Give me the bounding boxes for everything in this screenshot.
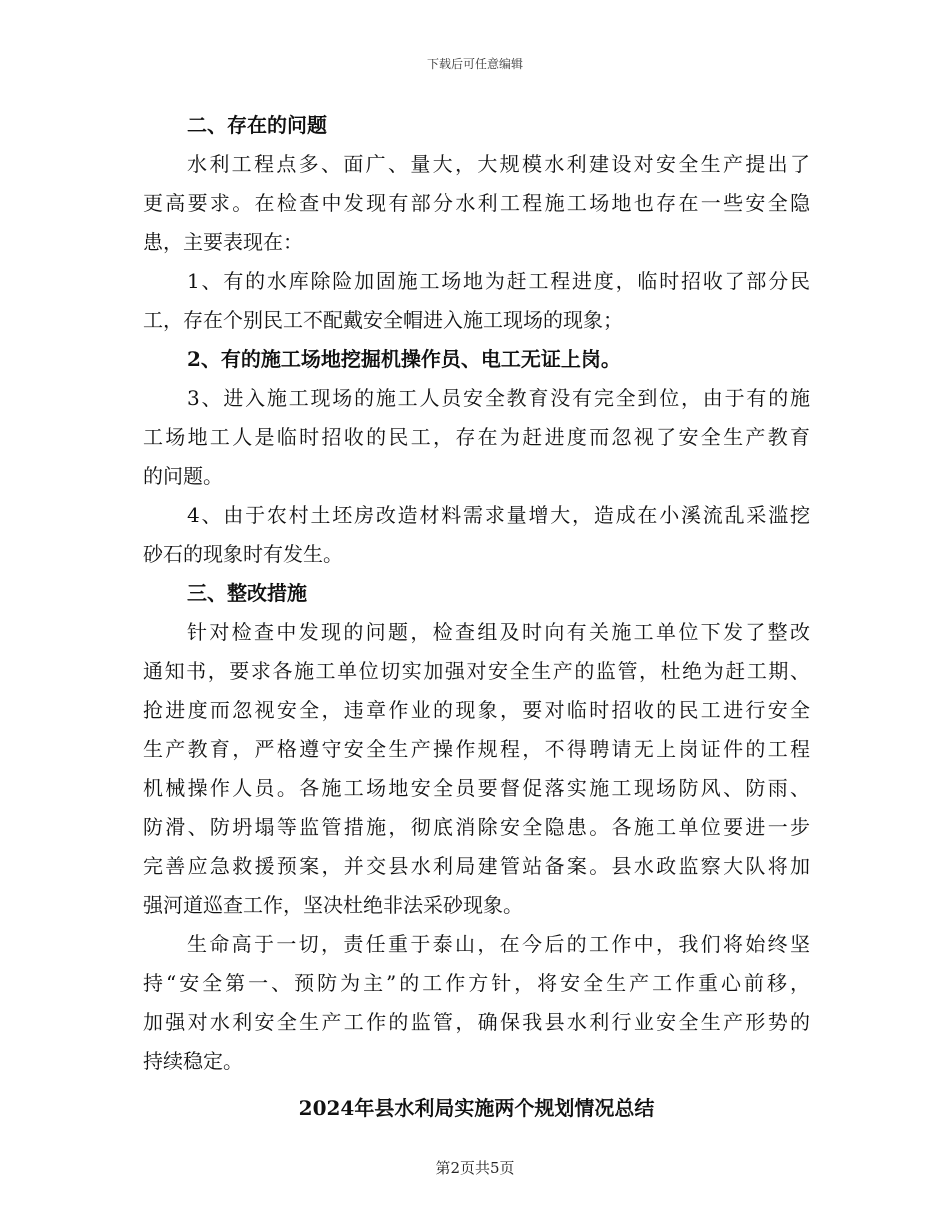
list-item-1-line: 1、有的水库除险加固施工场地为赶工程进度，临时招收了部分民 (187, 269, 810, 293)
paragraph-line: 持“安全第一、预防为主”的工作方针，将安全生产工作重心前移， (143, 971, 810, 995)
paragraph-line: 机械操作人员。各施工场地安全员要督促落实施工现场防风、防雨、 (143, 776, 810, 800)
list-item-4-line: 砂石的现象时有发生。 (143, 542, 343, 566)
paragraph-line: 针对检查中发现的问题，检查组及时向有关施工单位下发了整改 (187, 620, 810, 644)
list-item-2: 2、有的施工场地挖掘机操作员、电工无证上岗。 (187, 347, 621, 371)
paragraph-line: 防滑、防坍塌等监管措施，彻底消除安全隐患。各施工单位要进一步 (143, 815, 810, 839)
list-item-1-line: 工，存在个别民工不配戴安全帽进入施工现场的现象； (143, 308, 623, 332)
list-item-3-line: 3、进入施工现场的施工人员安全教育没有完全到位，由于有的施 (187, 386, 810, 410)
list-item-3-line: 的问题。 (143, 464, 223, 488)
paragraph-line: 完善应急救援预案，并交县水利局建管站备案。县水政监察大队将加 (143, 854, 810, 878)
paragraph-line: 持续稳定。 (143, 1049, 243, 1073)
next-document-title: 2024年县水利局实施两个规划情况总结 (298, 1096, 655, 1120)
paragraph-line: 更高要求。在检查中发现有部分水利工程施工场地也存在一些安全隐 (143, 191, 810, 215)
paragraph-line: 加强对水利安全生产工作的监管，确保我县水利行业安全生产形势的 (143, 1010, 810, 1034)
paragraph-line: 生产教育，严格遵守安全生产操作规程，不得聘请无上岗证件的工程 (143, 737, 810, 761)
paragraph-line: 抢进度而忽视安全，违章作业的现象，要对临时招收的民工进行安全 (143, 698, 810, 722)
paragraph-line: 水利工程点多、面广、量大，大规模水利建设对安全生产提出了 (187, 152, 810, 176)
paragraph-line: 生命高于一切，责任重于泰山，在今后的工作中，我们将始终坚 (187, 932, 810, 956)
page-header-note: 下载后可任意编辑 (426, 57, 523, 71)
document-body (143, 106, 810, 1128)
list-item-3-line: 工场地工人是临时招收的民工，存在为赶进度而忽视了安全生产教育 (143, 425, 810, 449)
paragraph-line: 通知书，要求各施工单位切实加强对安全生产的监管，杜绝为赶工期、 (143, 659, 810, 683)
paragraph-line: 强河道巡查工作，坚决杜绝非法采砂现象。 (143, 893, 523, 917)
paragraph-line: 患，主要表现在： (143, 230, 303, 254)
page-number: 第2页共5页 (435, 1159, 515, 1177)
list-item-4-line: 4、由于农村土坯房改造材料需求量增大，造成在小溪流乱采滥挖 (187, 503, 810, 527)
section-heading-problems: 二、存在的问题 (187, 113, 327, 137)
section-heading-measures: 三、整改措施 (187, 581, 307, 605)
